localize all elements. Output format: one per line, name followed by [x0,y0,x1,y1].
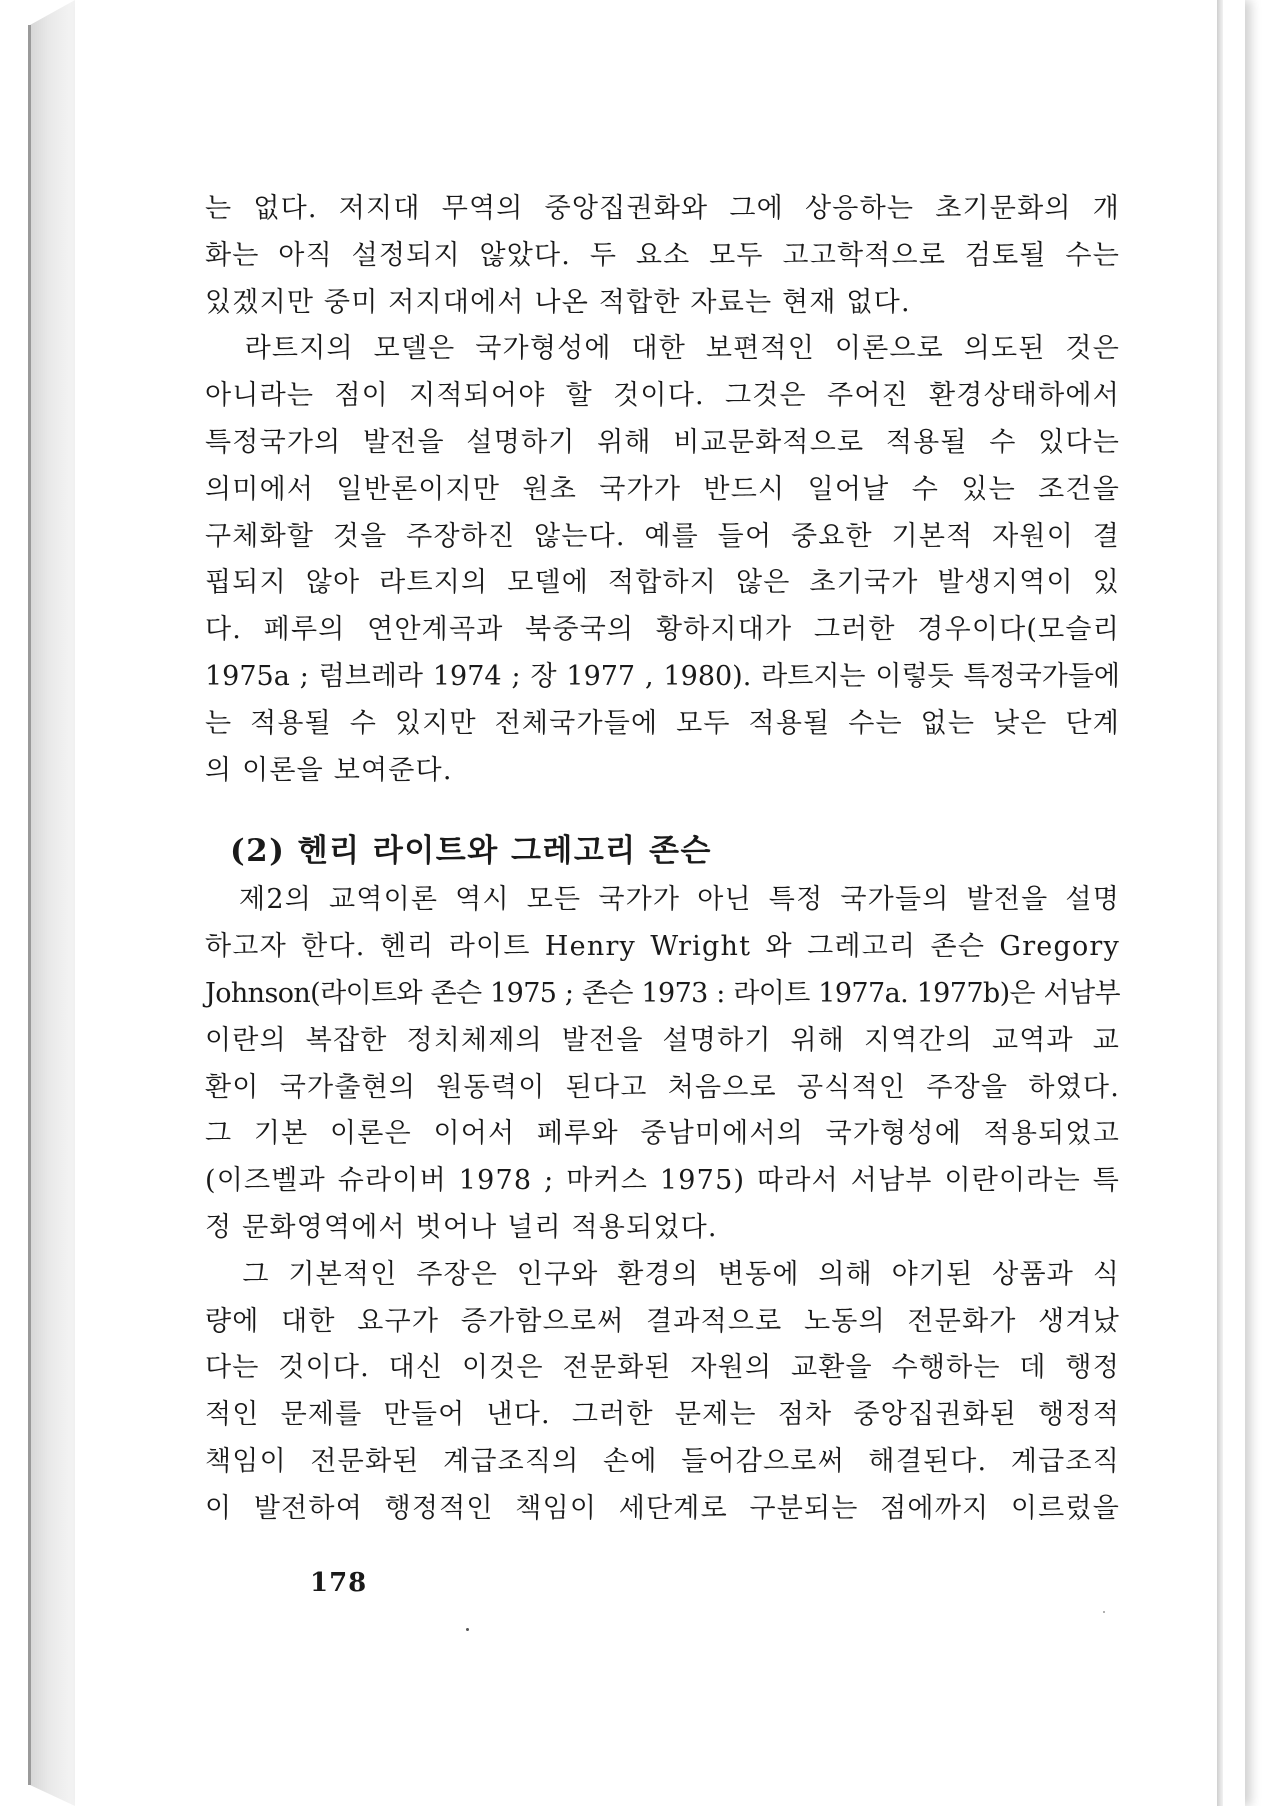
text-line: 있겠지만 중미 저지대에서 나온 적합한 자료는 현재 없다. [205,286,911,318]
text-line: 량에 대한 요구가 증가함으로써 결과적으로 노동의 전문화가 생겨났 [205,1305,1120,1337]
text-line: 하고자 한다. 헨리 라이트 Henry Wright 와 그레고리 존슨 Gregory [205,931,1120,963]
scan-speck [466,1628,469,1631]
text-line: 환이 국가출현의 원동력이 된다고 처음으로 공식적인 주장을 하였다. [205,1071,1120,1103]
page-number: 178 [310,1568,368,1598]
book-page-stack-edge [30,0,75,1806]
text-line: 다는 것이다. 대신 이것은 전문화된 자원의 교환을 수행하는 데 행정 [205,1352,1120,1384]
text-line: 1975a ; 럼브레라 1974 ; 장 1977 , 1980). 라트지는 이렇듯 특정국가들에 [205,660,1120,692]
text-line: 이 발전하여 행정적인 책임이 세단계로 구분되는 점에까지 이르렀을 [205,1492,1120,1524]
text-line: 제2의 교역이론 역시 모든 국가가 아닌 특정 국가들의 발전을 설명 [205,884,1120,916]
text-line: 적인 문제를 만들어 낸다. 그러한 문제는 점차 중앙집권화된 행정적 [205,1399,1120,1431]
section-heading: (2) 헨리 라이트와 그레고리 존슨 [230,833,712,870]
text-line: 화는 아직 설정되지 않았다. 두 요소 모두 고고학적으로 검토될 수는 [205,239,1120,271]
text-line: (이즈벨과 슈라이버 1978 ; 마커스 1975) 따라서 서남부 이란이라는 특 [205,1165,1120,1197]
paragraph-1 [205,186,1120,326]
text-line: 그 기본 이론은 이어서 페루와 중남미에서의 국가형성에 적용되었고 [205,1118,1120,1150]
text-line: Johnson(라이트와 존슨 1975 ; 존슨 1973 : 라이트 1977a. 1977b)은 서남부 [205,977,1120,1009]
text-line: 특정국가의 발전을 설명하기 위해 비교문화적으로 적용될 수 있다는 [205,426,1120,458]
text-line: 는 없다. 저지대 무역의 중앙집권화와 그에 상응하는 초기문화의 개 [205,193,1120,224]
book-edge-shadow [28,25,31,1785]
text-line: 는 적용될 수 있지만 전체국가들에 모두 적용될 수는 없는 낮은 단계 [205,707,1120,739]
paragraph-2 [205,326,1120,794]
text-line: 이란의 복잡한 정치체제의 발전을 설명하기 위해 지역간의 교역과 교 [205,1024,1120,1056]
text-line: 다. 페루의 연안계곡과 북중국의 황하지대가 그러한 경우이다(모슬리 [205,614,1120,646]
text-line: 구체화할 것을 주장하진 않는다. 예를 들어 중요한 기본적 자원이 결 [205,520,1120,552]
page-body-text [205,186,1120,1533]
text-line: 의미에서 일반론이지만 원초 국가가 반드시 일어날 수 있는 조건을 [205,473,1120,505]
text-line: 그 기본적인 주장은 인구와 환경의 변동에 의해 야기된 상품과 식 [205,1258,1120,1290]
paragraph-4 [205,1252,1120,1533]
text-line: 핍되지 않아 라트지의 모델에 적합하지 않은 초기국가 발생지역이 있 [205,567,1120,599]
text-line: 라트지의 모델은 국가형성에 대한 보편적인 이론으로 의도된 것은 [205,333,1120,365]
page-right-edge [1217,0,1223,1806]
scan-speck [1103,1611,1105,1613]
text-line: 정 문화영역에서 벗어나 널리 적용되었다. [205,1211,718,1243]
text-line: 아니라는 점이 지적되어야 할 것이다. 그것은 주어진 환경상태하에서 [205,380,1120,412]
paragraph-3 [205,877,1120,1251]
text-line: 책임이 전문화된 계급조직의 손에 들어감으로써 해결된다. 계급조직 [205,1445,1120,1477]
text-line: 의 이론을 보여준다. [205,754,453,786]
